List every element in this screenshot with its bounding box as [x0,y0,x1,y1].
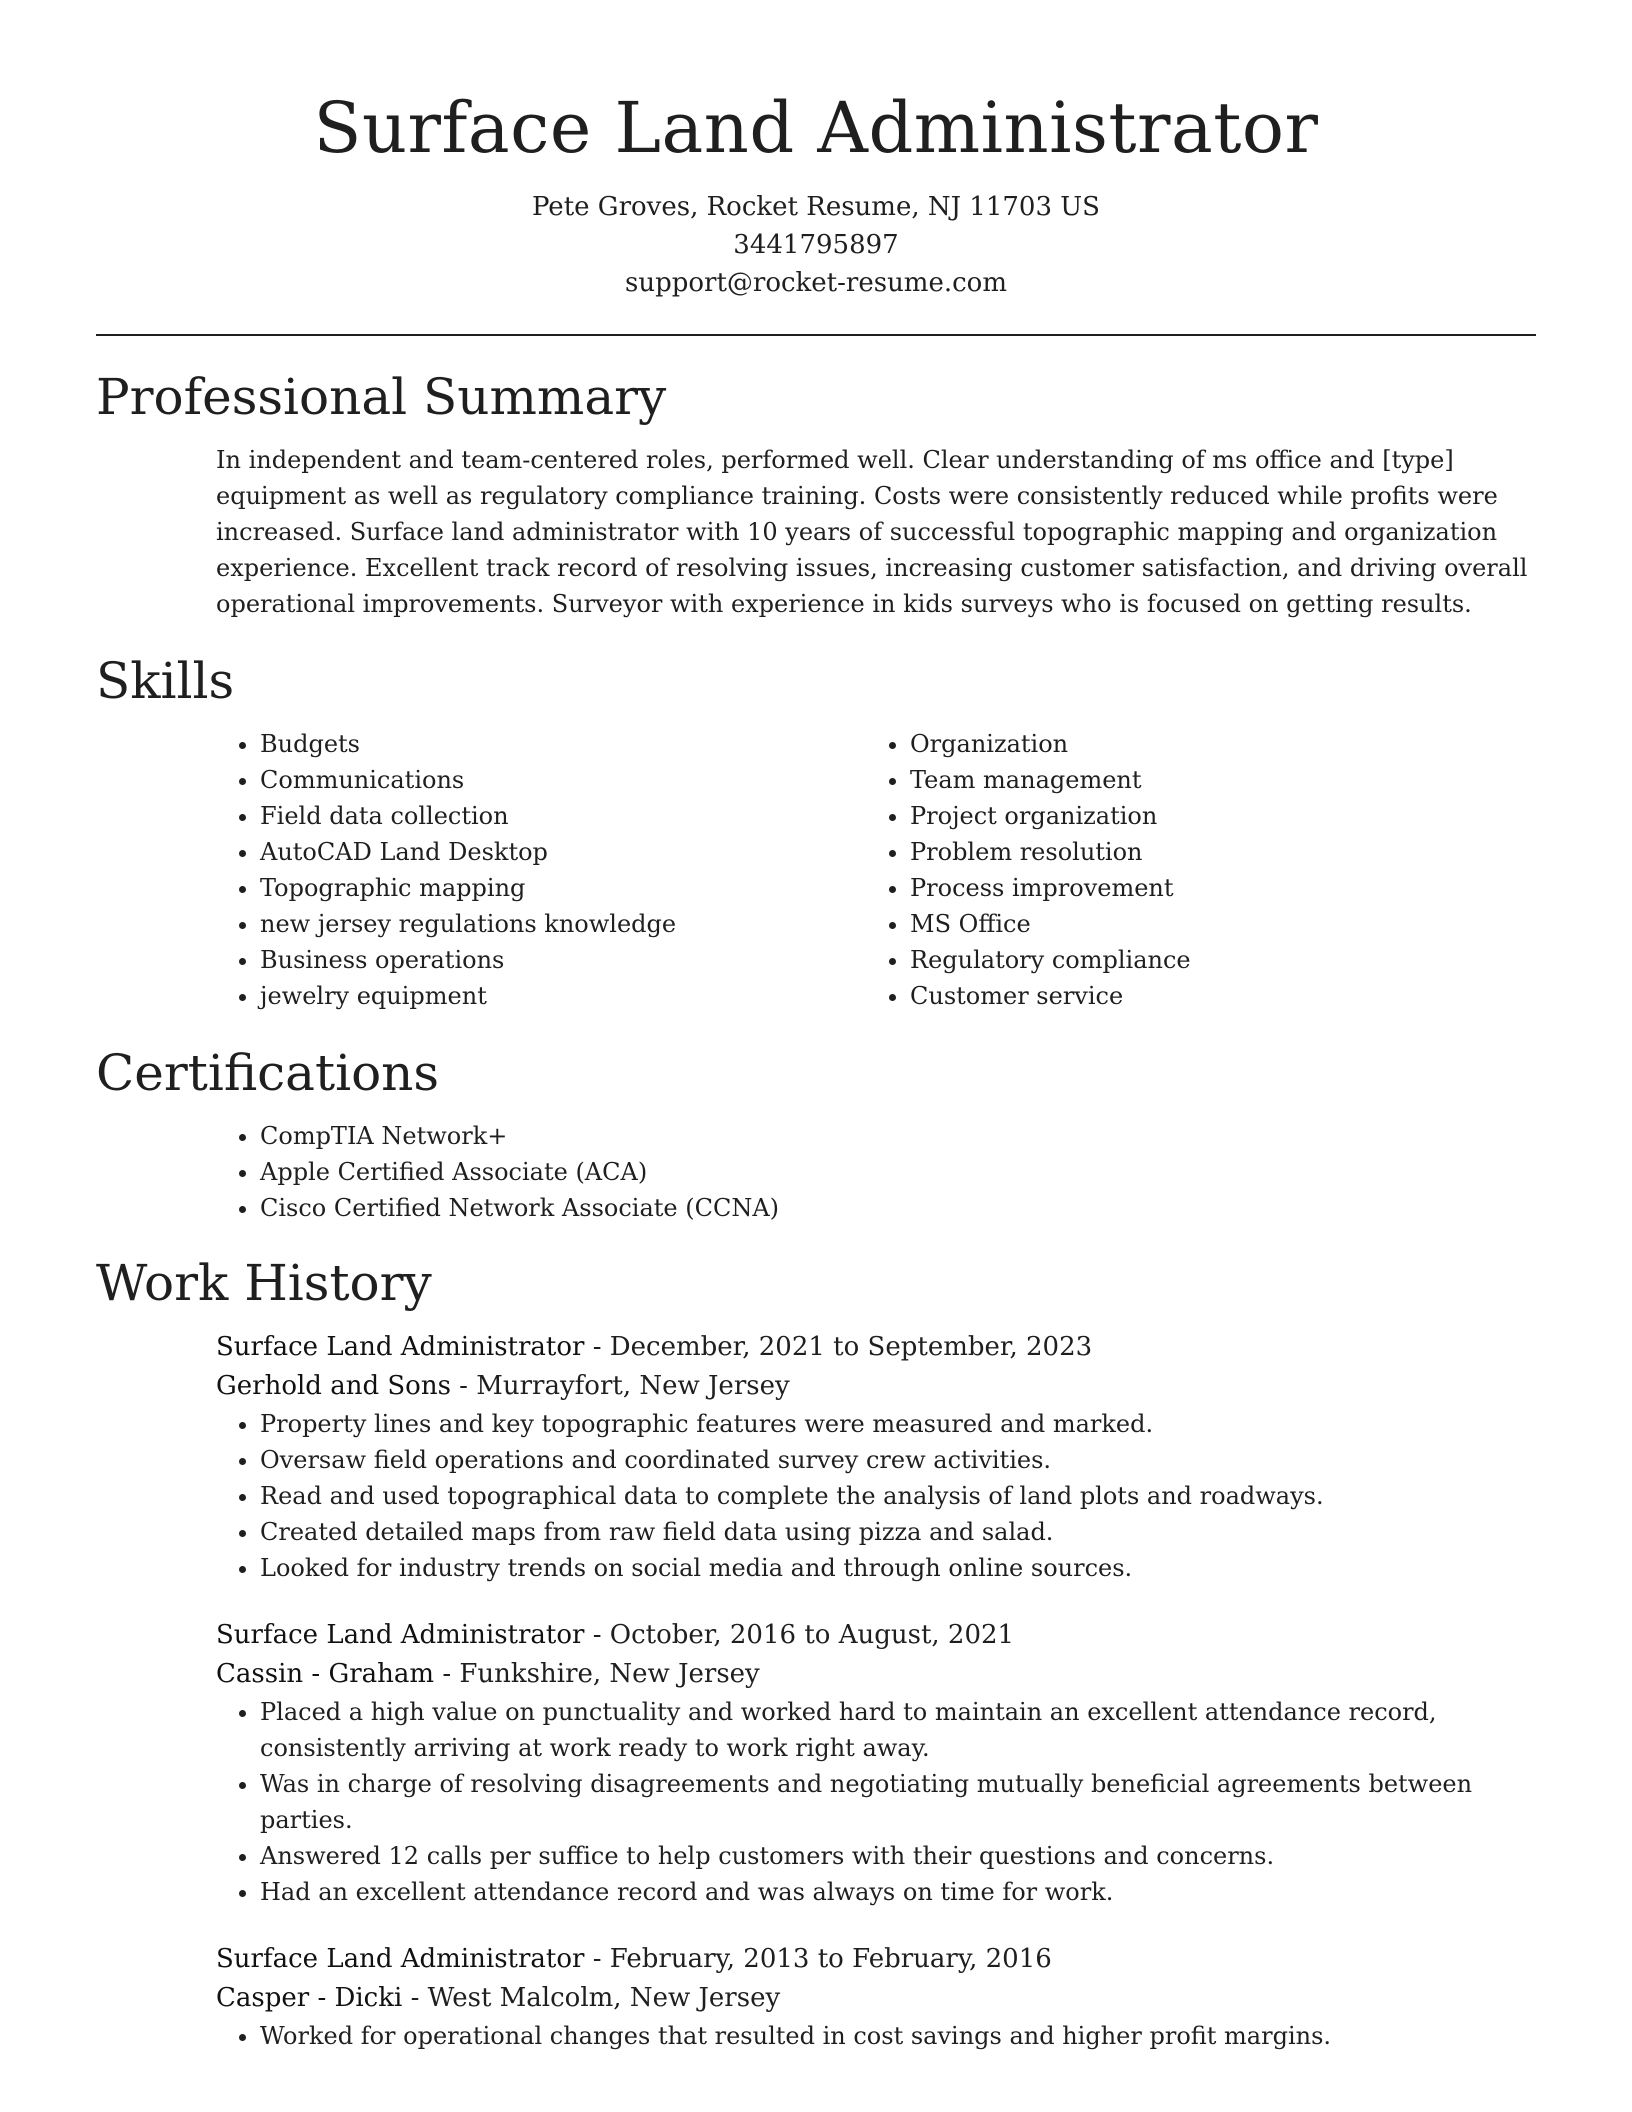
skill-item: • Business operations [260,942,866,978]
resume-title: Surface Land Administrator [313,87,1319,169]
section-heading-work-history: Work History [96,1254,432,1312]
job-bullet: • Property lines and key topographic features were measured and marked. [260,1406,1536,1442]
certifications-section [96,1042,1536,1226]
job-title-line: Surface Land Administrator - December, 2021 to September, 2023 [216,1332,1093,1362]
skill-item: • Communications [260,762,866,798]
job-bullet: • Had an excellent attendance record and was always on time for work. [260,1874,1536,1910]
contact-block [0,188,1632,302]
job-title-line: Surface Land Administrator - October, 2016 to August, 2021 [216,1620,1015,1650]
skill-item: • Topographic mapping [260,870,866,906]
job-entry [216,1940,1536,2054]
professional-summary-section [96,366,1536,622]
section-heading-certifications: Certifications [96,1044,440,1102]
skill-item: • Process improvement [910,870,1516,906]
header-divider [96,334,1536,336]
certification-item: • Apple Certified Associate (ACA) [260,1154,1536,1190]
job-dates: October, 2016 to August, 2021 [609,1620,1015,1650]
job-bullet: • Placed a high value on punctuality and worked hard to maintain an excellent attendance record, consistently arriving at work ready to work right away. [260,1694,1536,1766]
certification-item: • Cisco Certified Network Associate (CCNA) [260,1190,1536,1226]
job-location: Murrayfort, New Jersey [476,1371,790,1401]
section-heading-skills: Skills [96,652,235,710]
job-dates: February, 2013 to February, 2016 [609,1944,1052,1974]
job-title: Surface Land Administrator [216,1944,585,1974]
work-history-section [96,1252,1536,2054]
job-title-line: Surface Land Administrator - February, 2013 to February, 2016 [216,1944,1052,1974]
job-company: Cassin - Graham [216,1659,435,1689]
certifications-list-wrap [216,1118,1536,1226]
skills-list-left [216,726,866,1014]
skills-column-right [866,726,1516,1014]
summary-text: In independent and team-centered roles, performed well. Clear understanding of ms office and [type] equipment as well as regulatory compliance training. Costs were consistently reduced while profits were increased. Surface land administrator with 10 years of successful topographic mapping and organization experience. Excellent track record of resolving issues, increasing customer satisfaction, and driving overall operational improvements. Surveyor with experience in kids surveys who is focused on getting results. [216,446,1528,618]
job-bullet: • Created detailed maps from raw field data using pizza and salad. [260,1514,1536,1550]
skills-column-left [216,726,866,1014]
skill-item: • Budgets [260,726,866,762]
job-company-line: Cassin - Graham - Funkshire, New Jersey [216,1659,760,1689]
skill-item: • Regulatory compliance [910,942,1516,978]
job-bullets [216,2018,1536,2054]
job-entry [216,1616,1536,1910]
skill-item: • Project organization [910,798,1516,834]
job-entry [216,1328,1536,1586]
section-heading-summary: Professional Summary [96,368,667,426]
skill-item: • new jersey regulations knowledge [260,906,866,942]
job-bullet: • Oversaw field operations and coordinated survey crew activities. [260,1442,1536,1478]
skill-item: • Customer service [910,978,1516,1014]
skill-item: • Organization [910,726,1516,762]
skills-grid [216,726,1536,1014]
skill-item: • MS Office [910,906,1516,942]
skill-item: • jewelry equipment [260,978,866,1014]
skills-section [96,650,1536,1014]
job-company-line: Casper - Dicki - West Malcolm, New Jersey [216,1983,781,2013]
job-bullet: • Answered 12 calls per suffice to help customers with their questions and concerns. [260,1838,1536,1874]
job-title: Surface Land Administrator [216,1332,585,1362]
certifications-list [216,1118,1536,1226]
job-location: Funkshire, New Jersey [459,1659,760,1689]
certification-item: • CompTIA Network+ [260,1118,1536,1154]
job-bullets [216,1694,1536,1910]
contact-address: Pete Groves, Rocket Resume, NJ 11703 US [531,192,1100,222]
job-bullet: • Worked for operational changes that resulted in cost savings and higher profit margins. [260,2018,1536,2054]
skills-list-right [866,726,1516,1014]
job-company-line: Gerhold and Sons - Murrayfort, New Jersey [216,1371,790,1401]
resume-header [0,0,1632,302]
job-location: West Malcolm, New Jersey [427,1983,781,2013]
contact-email: support@rocket-resume.com [624,268,1007,298]
job-title: Surface Land Administrator [216,1620,585,1650]
skill-item: • Problem resolution [910,834,1516,870]
job-bullet: • Looked for industry trends on social media and through online sources. [260,1550,1536,1586]
job-dates: December, 2021 to September, 2023 [609,1332,1093,1362]
job-company: Gerhold and Sons [216,1371,451,1401]
job-bullets [216,1406,1536,1586]
contact-phone: 3441795897 [733,230,899,260]
job-bullet: • Read and used topographical data to complete the analysis of land plots and roadways. [260,1478,1536,1514]
job-company: Casper - Dicki [216,1983,403,2013]
skill-item: • Team management [910,762,1516,798]
skill-item: • Field data collection [260,798,866,834]
job-bullet: • Was in charge of resolving disagreements and negotiating mutually beneficial agreements between parties. [260,1766,1536,1838]
skill-item: • AutoCAD Land Desktop [260,834,866,870]
